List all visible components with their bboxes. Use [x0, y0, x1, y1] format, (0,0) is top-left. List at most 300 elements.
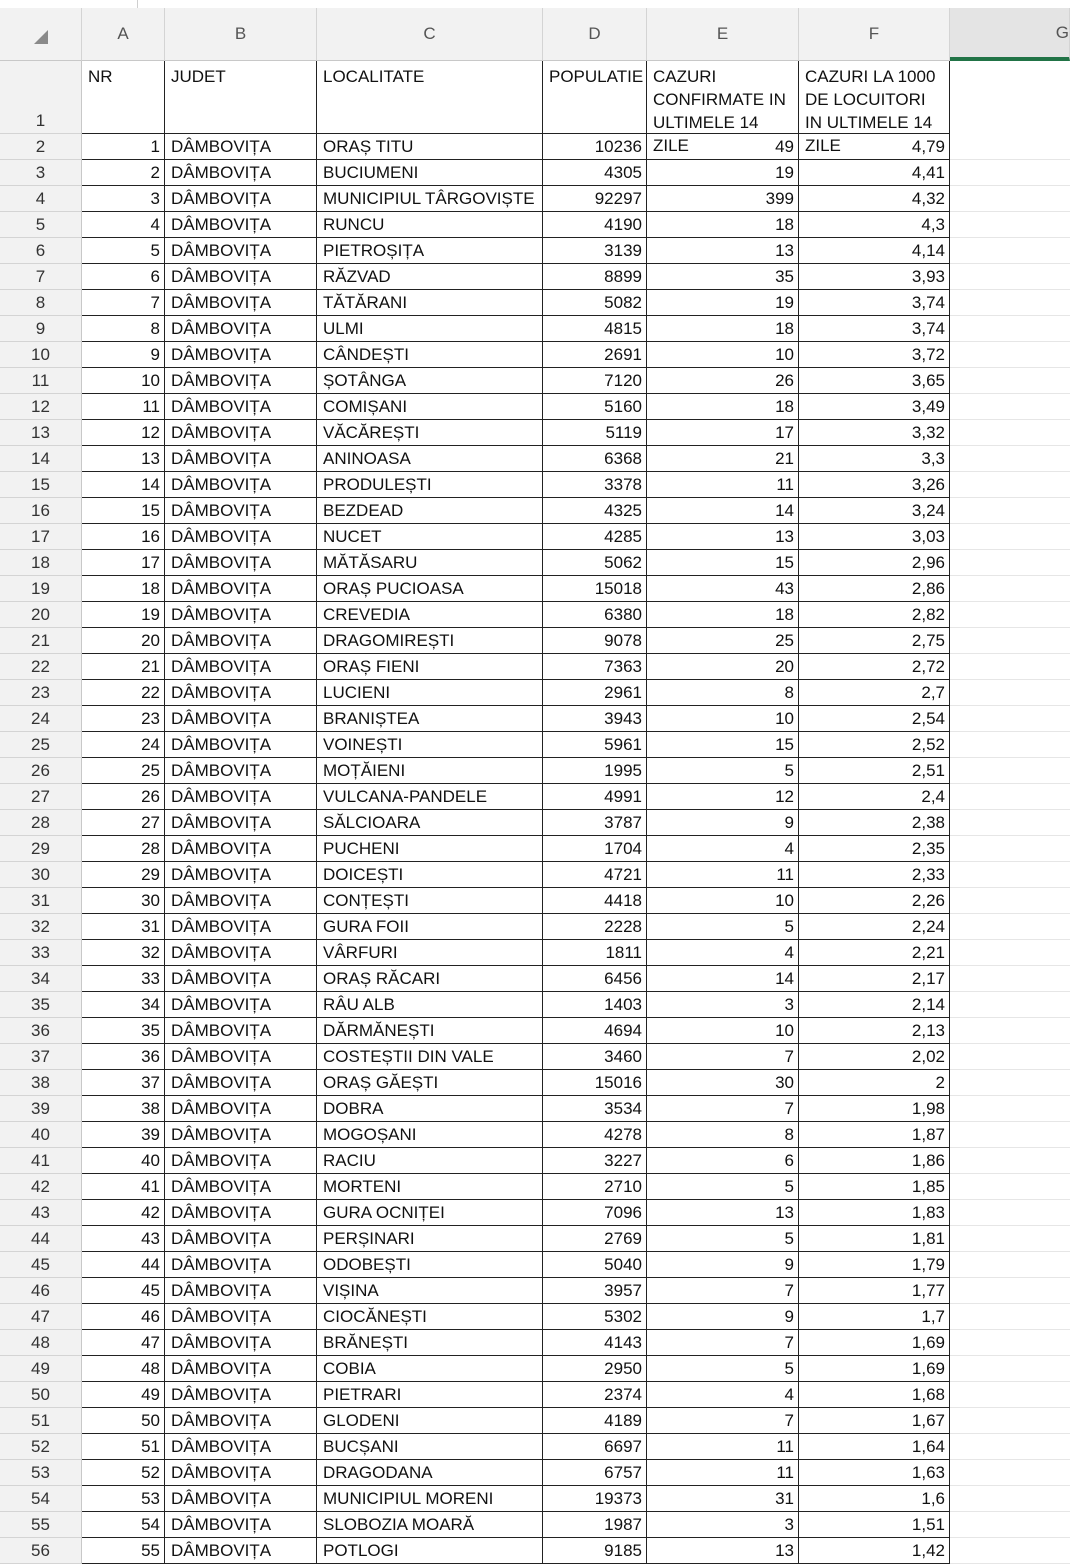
table-cell-rata[interactable]: 1,64: [799, 1434, 950, 1460]
row-header-6[interactable]: 6: [0, 238, 82, 264]
table-cell-judet[interactable]: DÂMBOVIȚA: [165, 134, 317, 160]
table-cell-loc[interactable]: RĂZVAD: [317, 264, 543, 290]
table-cell-judet[interactable]: DÂMBOVIȚA: [165, 654, 317, 680]
column-header-d[interactable]: D: [543, 8, 647, 61]
table-cell-nr[interactable]: 2: [82, 160, 165, 186]
table-cell-rata[interactable]: 1,83: [799, 1200, 950, 1226]
table-cell-rata[interactable]: 2,35: [799, 836, 950, 862]
table-cell-caz[interactable]: 15: [647, 550, 799, 576]
table-cell-pop[interactable]: 8899: [543, 264, 647, 290]
row-header-7[interactable]: 7: [0, 264, 82, 290]
table-cell-nr[interactable]: 14: [82, 472, 165, 498]
table-cell-pop[interactable]: 9078: [543, 628, 647, 654]
row-header-11[interactable]: 11: [0, 368, 82, 394]
table-cell-pop[interactable]: 3378: [543, 472, 647, 498]
table-cell-nr[interactable]: 50: [82, 1408, 165, 1434]
table-cell-loc[interactable]: MĂTĂSARU: [317, 550, 543, 576]
table-cell-judet[interactable]: DÂMBOVIȚA: [165, 1148, 317, 1174]
table-cell-pop[interactable]: 6697: [543, 1434, 647, 1460]
table-cell-rata[interactable]: 1,81: [799, 1226, 950, 1252]
table-cell-loc[interactable]: CONȚEȘTI: [317, 888, 543, 914]
table-cell-caz[interactable]: 399: [647, 186, 799, 212]
table-cell-caz[interactable]: 5: [647, 1174, 799, 1200]
table-cell-loc[interactable]: VULCANA-PANDELE: [317, 784, 543, 810]
table-cell-loc[interactable]: RUNCU: [317, 212, 543, 238]
table-cell-rata[interactable]: 3,26: [799, 472, 950, 498]
table-cell-caz[interactable]: 7: [647, 1044, 799, 1070]
table-cell-pop[interactable]: 4189: [543, 1408, 647, 1434]
table-cell-judet[interactable]: DÂMBOVIȚA: [165, 212, 317, 238]
table-cell-judet[interactable]: DÂMBOVIȚA: [165, 1044, 317, 1070]
table-cell-pop[interactable]: 5040: [543, 1252, 647, 1278]
table-cell-judet[interactable]: DÂMBOVIȚA: [165, 1096, 317, 1122]
table-cell-caz[interactable]: 6: [647, 1148, 799, 1174]
table-cell-judet[interactable]: DÂMBOVIȚA: [165, 1070, 317, 1096]
table-cell-loc[interactable]: ANINOASA: [317, 446, 543, 472]
table-cell-pop[interactable]: 7120: [543, 368, 647, 394]
table-cell-caz[interactable]: 26: [647, 368, 799, 394]
table-cell-loc[interactable]: DRAGOMIREȘTI: [317, 628, 543, 654]
table-cell-pop[interactable]: 4285: [543, 524, 647, 550]
table-cell-loc[interactable]: TĂTĂRANI: [317, 290, 543, 316]
table-cell-judet[interactable]: DÂMBOVIȚA: [165, 966, 317, 992]
row-header-5[interactable]: 5: [0, 212, 82, 238]
table-cell-caz[interactable]: 10: [647, 1018, 799, 1044]
row-header-25[interactable]: 25: [0, 732, 82, 758]
table-cell-loc[interactable]: ODOBEȘTI: [317, 1252, 543, 1278]
table-cell-pop[interactable]: 3460: [543, 1044, 647, 1070]
table-cell-rata[interactable]: 2,02: [799, 1044, 950, 1070]
table-cell-nr[interactable]: 9: [82, 342, 165, 368]
table-cell-loc[interactable]: RÂU ALB: [317, 992, 543, 1018]
table-cell-rata[interactable]: 4,3: [799, 212, 950, 238]
header-cell-rata[interactable]: CAZURI LA 1000 DE LOCUITORI IN ULTIMELE 14 ZILE: [799, 61, 950, 134]
table-cell-loc[interactable]: GURA FOII: [317, 914, 543, 940]
table-cell-pop[interactable]: 5062: [543, 550, 647, 576]
row-header-28[interactable]: 28: [0, 810, 82, 836]
table-cell-judet[interactable]: DÂMBOVIȚA: [165, 368, 317, 394]
row-header-10[interactable]: 10: [0, 342, 82, 368]
table-cell-loc[interactable]: PRODULEȘTI: [317, 472, 543, 498]
row-header-1[interactable]: 1: [0, 61, 82, 134]
table-cell-nr[interactable]: 12: [82, 420, 165, 446]
header-cell-cazuri[interactable]: CAZURI CONFIRMATE IN ULTIMELE 14 ZILE: [647, 61, 799, 134]
header-cell-populatie[interactable]: POPULATIE: [543, 61, 647, 134]
table-cell-loc[interactable]: BUCȘANI: [317, 1434, 543, 1460]
table-cell-nr[interactable]: 31: [82, 914, 165, 940]
table-cell-rata[interactable]: 2,38: [799, 810, 950, 836]
table-cell-nr[interactable]: 21: [82, 654, 165, 680]
table-cell-loc[interactable]: CIOCĂNEȘTI: [317, 1304, 543, 1330]
table-cell-loc[interactable]: POTLOGI: [317, 1538, 543, 1564]
table-cell-judet[interactable]: DÂMBOVIȚA: [165, 342, 317, 368]
table-cell-loc[interactable]: CÂNDEȘTI: [317, 342, 543, 368]
table-cell-caz[interactable]: 19: [647, 160, 799, 186]
table-cell-rata[interactable]: 3,65: [799, 368, 950, 394]
row-header-51[interactable]: 51: [0, 1408, 82, 1434]
table-cell-caz[interactable]: 18: [647, 394, 799, 420]
table-cell-pop[interactable]: 6456: [543, 966, 647, 992]
row-header-53[interactable]: 53: [0, 1460, 82, 1486]
table-cell-judet[interactable]: DÂMBOVIȚA: [165, 810, 317, 836]
row-header-19[interactable]: 19: [0, 576, 82, 602]
spreadsheet-grid[interactable]: [0, 8, 1070, 1560]
table-cell-caz[interactable]: 5: [647, 1356, 799, 1382]
row-header-40[interactable]: 40: [0, 1122, 82, 1148]
table-cell-nr[interactable]: 33: [82, 966, 165, 992]
table-cell-judet[interactable]: DÂMBOVIȚA: [165, 1486, 317, 1512]
table-cell-pop[interactable]: 1811: [543, 940, 647, 966]
table-cell-rata[interactable]: 1,7: [799, 1304, 950, 1330]
table-cell-pop[interactable]: 92297: [543, 186, 647, 212]
table-cell-rata[interactable]: 2,72: [799, 654, 950, 680]
column-header-e[interactable]: E: [647, 8, 799, 61]
table-cell-loc[interactable]: PUCHENI: [317, 836, 543, 862]
table-cell-judet[interactable]: DÂMBOVIȚA: [165, 1408, 317, 1434]
table-cell-nr[interactable]: 52: [82, 1460, 165, 1486]
table-cell-loc[interactable]: GLODENI: [317, 1408, 543, 1434]
table-cell-loc[interactable]: PIETRARI: [317, 1382, 543, 1408]
table-cell-caz[interactable]: 13: [647, 524, 799, 550]
table-cell-judet[interactable]: DÂMBOVIȚA: [165, 1252, 317, 1278]
table-cell-pop[interactable]: 2769: [543, 1226, 647, 1252]
table-cell-rata[interactable]: 1,51: [799, 1512, 950, 1538]
table-cell-caz[interactable]: 9: [647, 1304, 799, 1330]
table-cell-caz[interactable]: 7: [647, 1330, 799, 1356]
table-cell-caz[interactable]: 4: [647, 1382, 799, 1408]
table-cell-nr[interactable]: 44: [82, 1252, 165, 1278]
table-cell-pop[interactable]: 1995: [543, 758, 647, 784]
table-cell-loc[interactable]: NUCET: [317, 524, 543, 550]
table-cell-judet[interactable]: DÂMBOVIȚA: [165, 1018, 317, 1044]
table-cell-caz[interactable]: 7: [647, 1096, 799, 1122]
table-cell-rata[interactable]: 2,4: [799, 784, 950, 810]
table-cell-nr[interactable]: 32: [82, 940, 165, 966]
table-cell-nr[interactable]: 1: [82, 134, 165, 160]
table-cell-judet[interactable]: DÂMBOVIȚA: [165, 1226, 317, 1252]
table-cell-judet[interactable]: DÂMBOVIȚA: [165, 498, 317, 524]
table-cell-rata[interactable]: 2,96: [799, 550, 950, 576]
table-cell-caz[interactable]: 21: [647, 446, 799, 472]
table-cell-loc[interactable]: COSTEȘTII DIN VALE: [317, 1044, 543, 1070]
table-cell-rata[interactable]: 1,98: [799, 1096, 950, 1122]
table-cell-caz[interactable]: 14: [647, 966, 799, 992]
table-cell-pop[interactable]: 4190: [543, 212, 647, 238]
row-header-29[interactable]: 29: [0, 836, 82, 862]
table-cell-nr[interactable]: 53: [82, 1486, 165, 1512]
table-cell-loc[interactable]: ORAȘ TITU: [317, 134, 543, 160]
table-cell-caz[interactable]: 3: [647, 1512, 799, 1538]
table-cell-pop[interactable]: 2961: [543, 680, 647, 706]
table-cell-nr[interactable]: 42: [82, 1200, 165, 1226]
table-cell-pop[interactable]: 1403: [543, 992, 647, 1018]
table-cell-rata[interactable]: 1,63: [799, 1460, 950, 1486]
table-cell-caz[interactable]: 8: [647, 680, 799, 706]
table-cell-judet[interactable]: DÂMBOVIȚA: [165, 1382, 317, 1408]
table-cell-loc[interactable]: ORAȘ FIENI: [317, 654, 543, 680]
table-cell-loc[interactable]: VOINEȘTI: [317, 732, 543, 758]
table-cell-loc[interactable]: ORAȘ PUCIOASA: [317, 576, 543, 602]
table-cell-judet[interactable]: DÂMBOVIȚA: [165, 732, 317, 758]
table-cell-judet[interactable]: DÂMBOVIȚA: [165, 706, 317, 732]
table-cell-rata[interactable]: 1,69: [799, 1330, 950, 1356]
table-cell-pop[interactable]: 3227: [543, 1148, 647, 1174]
table-cell-loc[interactable]: VÂRFURI: [317, 940, 543, 966]
table-cell-loc[interactable]: COBIA: [317, 1356, 543, 1382]
table-cell-caz[interactable]: 12: [647, 784, 799, 810]
table-cell-pop[interactable]: 3534: [543, 1096, 647, 1122]
row-header-43[interactable]: 43: [0, 1200, 82, 1226]
table-cell-loc[interactable]: VIȘINA: [317, 1278, 543, 1304]
table-cell-rata[interactable]: 4,41: [799, 160, 950, 186]
table-cell-judet[interactable]: DÂMBOVIȚA: [165, 316, 317, 342]
table-cell-rata[interactable]: 1,68: [799, 1382, 950, 1408]
table-cell-nr[interactable]: 36: [82, 1044, 165, 1070]
table-cell-loc[interactable]: MUNICIPIUL TÂRGOVIȘTE: [317, 186, 543, 212]
table-cell-rata[interactable]: 1,6: [799, 1486, 950, 1512]
table-cell-caz[interactable]: 49: [647, 134, 799, 160]
table-cell-rata[interactable]: 3,72: [799, 342, 950, 368]
row-header-37[interactable]: 37: [0, 1044, 82, 1070]
table-cell-caz[interactable]: 5: [647, 758, 799, 784]
table-cell-judet[interactable]: DÂMBOVIȚA: [165, 1434, 317, 1460]
table-cell-pop[interactable]: 7096: [543, 1200, 647, 1226]
table-cell-rata[interactable]: 3,24: [799, 498, 950, 524]
table-cell-loc[interactable]: DOBRA: [317, 1096, 543, 1122]
table-cell-judet[interactable]: DÂMBOVIȚA: [165, 1122, 317, 1148]
table-cell-nr[interactable]: 40: [82, 1148, 165, 1174]
table-cell-nr[interactable]: 41: [82, 1174, 165, 1200]
table-cell-pop[interactable]: 3139: [543, 238, 647, 264]
table-cell-judet[interactable]: DÂMBOVIȚA: [165, 1200, 317, 1226]
row-header-21[interactable]: 21: [0, 628, 82, 654]
table-cell-nr[interactable]: 20: [82, 628, 165, 654]
table-cell-nr[interactable]: 15: [82, 498, 165, 524]
table-cell-rata[interactable]: 3,03: [799, 524, 950, 550]
table-cell-rata[interactable]: 2,52: [799, 732, 950, 758]
table-cell-caz[interactable]: 5: [647, 1226, 799, 1252]
table-cell-judet[interactable]: DÂMBOVIȚA: [165, 1304, 317, 1330]
row-header-33[interactable]: 33: [0, 940, 82, 966]
table-cell-rata[interactable]: 1,79: [799, 1252, 950, 1278]
table-cell-rata[interactable]: 2,17: [799, 966, 950, 992]
row-header-26[interactable]: 26: [0, 758, 82, 784]
row-header-22[interactable]: 22: [0, 654, 82, 680]
table-cell-nr[interactable]: 19: [82, 602, 165, 628]
table-cell-judet[interactable]: DÂMBOVIȚA: [165, 992, 317, 1018]
row-header-27[interactable]: 27: [0, 784, 82, 810]
table-cell-pop[interactable]: 1987: [543, 1512, 647, 1538]
table-cell-caz[interactable]: 18: [647, 212, 799, 238]
row-header-30[interactable]: 30: [0, 862, 82, 888]
table-cell-loc[interactable]: GURA OCNIȚEI: [317, 1200, 543, 1226]
table-cell-nr[interactable]: 22: [82, 680, 165, 706]
table-cell-nr[interactable]: 39: [82, 1122, 165, 1148]
table-cell-nr[interactable]: 3: [82, 186, 165, 212]
table-cell-judet[interactable]: DÂMBOVIȚA: [165, 1278, 317, 1304]
table-cell-rata[interactable]: 3,32: [799, 420, 950, 446]
table-cell-nr[interactable]: 13: [82, 446, 165, 472]
table-cell-nr[interactable]: 11: [82, 394, 165, 420]
table-cell-nr[interactable]: 43: [82, 1226, 165, 1252]
table-cell-pop[interactable]: 5082: [543, 290, 647, 316]
table-cell-pop[interactable]: 9185: [543, 1538, 647, 1564]
table-cell-caz[interactable]: 9: [647, 810, 799, 836]
row-header-4[interactable]: 4: [0, 186, 82, 212]
table-cell-judet[interactable]: DÂMBOVIȚA: [165, 524, 317, 550]
table-cell-loc[interactable]: SĂLCIOARA: [317, 810, 543, 836]
table-cell-pop[interactable]: 19373: [543, 1486, 647, 1512]
table-cell-nr[interactable]: 45: [82, 1278, 165, 1304]
row-header-50[interactable]: 50: [0, 1382, 82, 1408]
row-header-23[interactable]: 23: [0, 680, 82, 706]
table-cell-judet[interactable]: DÂMBOVIȚA: [165, 576, 317, 602]
table-cell-pop[interactable]: 5302: [543, 1304, 647, 1330]
table-cell-loc[interactable]: BUCIUMENI: [317, 160, 543, 186]
table-cell-caz[interactable]: 11: [647, 1460, 799, 1486]
table-cell-judet[interactable]: DÂMBOVIȚA: [165, 264, 317, 290]
table-cell-nr[interactable]: 18: [82, 576, 165, 602]
table-cell-nr[interactable]: 54: [82, 1512, 165, 1538]
column-header-a[interactable]: A: [82, 8, 165, 61]
table-cell-pop[interactable]: 4278: [543, 1122, 647, 1148]
table-cell-loc[interactable]: BRĂNEȘTI: [317, 1330, 543, 1356]
table-cell-nr[interactable]: 24: [82, 732, 165, 758]
header-cell-judet[interactable]: JUDET: [165, 61, 317, 134]
table-cell-caz[interactable]: 13: [647, 1200, 799, 1226]
row-header-39[interactable]: 39: [0, 1096, 82, 1122]
row-header-44[interactable]: 44: [0, 1226, 82, 1252]
table-cell-nr[interactable]: 23: [82, 706, 165, 732]
table-cell-nr[interactable]: 37: [82, 1070, 165, 1096]
table-cell-caz[interactable]: 4: [647, 940, 799, 966]
table-cell-pop[interactable]: 2710: [543, 1174, 647, 1200]
row-header-31[interactable]: 31: [0, 888, 82, 914]
table-cell-pop[interactable]: 3787: [543, 810, 647, 836]
table-cell-rata[interactable]: 2,14: [799, 992, 950, 1018]
table-cell-caz[interactable]: 7: [647, 1278, 799, 1304]
table-cell-rata[interactable]: 2,86: [799, 576, 950, 602]
table-cell-rata[interactable]: 2,75: [799, 628, 950, 654]
table-cell-caz[interactable]: 17: [647, 420, 799, 446]
table-cell-rata[interactable]: 2,24: [799, 914, 950, 940]
table-cell-judet[interactable]: DÂMBOVIȚA: [165, 1538, 317, 1564]
table-cell-caz[interactable]: 19: [647, 290, 799, 316]
table-cell-loc[interactable]: VĂCĂREȘTI: [317, 420, 543, 446]
table-cell-caz[interactable]: 7: [647, 1408, 799, 1434]
table-cell-loc[interactable]: COMIȘANI: [317, 394, 543, 420]
row-header-36[interactable]: 36: [0, 1018, 82, 1044]
table-cell-rata[interactable]: 1,85: [799, 1174, 950, 1200]
table-cell-pop[interactable]: 7363: [543, 654, 647, 680]
table-cell-judet[interactable]: DÂMBOVIȚA: [165, 940, 317, 966]
table-cell-caz[interactable]: 3: [647, 992, 799, 1018]
table-cell-judet[interactable]: DÂMBOVIȚA: [165, 186, 317, 212]
table-cell-caz[interactable]: 11: [647, 472, 799, 498]
table-cell-caz[interactable]: 14: [647, 498, 799, 524]
table-cell-caz[interactable]: 20: [647, 654, 799, 680]
row-header-20[interactable]: 20: [0, 602, 82, 628]
table-cell-judet[interactable]: DÂMBOVIȚA: [165, 550, 317, 576]
table-cell-judet[interactable]: DÂMBOVIȚA: [165, 1356, 317, 1382]
table-cell-rata[interactable]: 1,87: [799, 1122, 950, 1148]
table-cell-nr[interactable]: 6: [82, 264, 165, 290]
row-header-17[interactable]: 17: [0, 524, 82, 550]
row-header-34[interactable]: 34: [0, 966, 82, 992]
table-cell-loc[interactable]: ORAȘ GĂEȘTI: [317, 1070, 543, 1096]
table-cell-pop[interactable]: 2950: [543, 1356, 647, 1382]
row-header-14[interactable]: 14: [0, 446, 82, 472]
row-header-55[interactable]: 55: [0, 1512, 82, 1538]
table-cell-caz[interactable]: 13: [647, 1538, 799, 1564]
column-header-b[interactable]: B: [165, 8, 317, 61]
table-cell-nr[interactable]: 26: [82, 784, 165, 810]
row-header-46[interactable]: 46: [0, 1278, 82, 1304]
table-cell-judet[interactable]: DÂMBOVIȚA: [165, 472, 317, 498]
table-cell-rata[interactable]: 3,3: [799, 446, 950, 472]
table-cell-pop[interactable]: 6380: [543, 602, 647, 628]
table-cell-pop[interactable]: 4815: [543, 316, 647, 342]
table-cell-caz[interactable]: 25: [647, 628, 799, 654]
table-cell-loc[interactable]: CREVEDIA: [317, 602, 543, 628]
column-header-g[interactable]: G: [950, 8, 1070, 61]
table-cell-rata[interactable]: 1,86: [799, 1148, 950, 1174]
table-cell-rata[interactable]: 1,77: [799, 1278, 950, 1304]
table-cell-judet[interactable]: DÂMBOVIȚA: [165, 1174, 317, 1200]
table-cell-rata[interactable]: 2,51: [799, 758, 950, 784]
table-cell-pop[interactable]: 4143: [543, 1330, 647, 1356]
table-cell-judet[interactable]: DÂMBOVIȚA: [165, 394, 317, 420]
table-cell-pop[interactable]: 5961: [543, 732, 647, 758]
table-cell-nr[interactable]: 7: [82, 290, 165, 316]
table-cell-judet[interactable]: DÂMBOVIȚA: [165, 1512, 317, 1538]
table-cell-pop[interactable]: 4305: [543, 160, 647, 186]
table-cell-rata[interactable]: 2,7: [799, 680, 950, 706]
table-cell-judet[interactable]: DÂMBOVIȚA: [165, 160, 317, 186]
table-cell-rata[interactable]: 2,33: [799, 862, 950, 888]
table-cell-nr[interactable]: 47: [82, 1330, 165, 1356]
row-header-42[interactable]: 42: [0, 1174, 82, 1200]
table-cell-caz[interactable]: 5: [647, 914, 799, 940]
table-cell-caz[interactable]: 35: [647, 264, 799, 290]
table-cell-nr[interactable]: 5: [82, 238, 165, 264]
table-cell-judet[interactable]: DÂMBOVIȚA: [165, 888, 317, 914]
table-cell-pop[interactable]: 2374: [543, 1382, 647, 1408]
table-cell-judet[interactable]: DÂMBOVIȚA: [165, 446, 317, 472]
table-cell-pop[interactable]: 3943: [543, 706, 647, 732]
row-header-47[interactable]: 47: [0, 1304, 82, 1330]
table-cell-loc[interactable]: ȘOTÂNGA: [317, 368, 543, 394]
table-cell-rata[interactable]: 2,13: [799, 1018, 950, 1044]
table-cell-caz[interactable]: 15: [647, 732, 799, 758]
table-cell-caz[interactable]: 9: [647, 1252, 799, 1278]
table-cell-pop[interactable]: 3957: [543, 1278, 647, 1304]
row-header-16[interactable]: 16: [0, 498, 82, 524]
table-cell-loc[interactable]: DRAGODANA: [317, 1460, 543, 1486]
row-header-35[interactable]: 35: [0, 992, 82, 1018]
table-cell-loc[interactable]: BRANIȘTEA: [317, 706, 543, 732]
table-cell-nr[interactable]: 48: [82, 1356, 165, 1382]
table-cell-nr[interactable]: 34: [82, 992, 165, 1018]
row-header-13[interactable]: 13: [0, 420, 82, 446]
table-cell-caz[interactable]: 10: [647, 706, 799, 732]
table-cell-pop[interactable]: 5119: [543, 420, 647, 446]
table-cell-caz[interactable]: 18: [647, 602, 799, 628]
row-header-56[interactable]: 56: [0, 1538, 82, 1564]
row-header-12[interactable]: 12: [0, 394, 82, 420]
row-header-15[interactable]: 15: [0, 472, 82, 498]
table-cell-rata[interactable]: 4,32: [799, 186, 950, 212]
